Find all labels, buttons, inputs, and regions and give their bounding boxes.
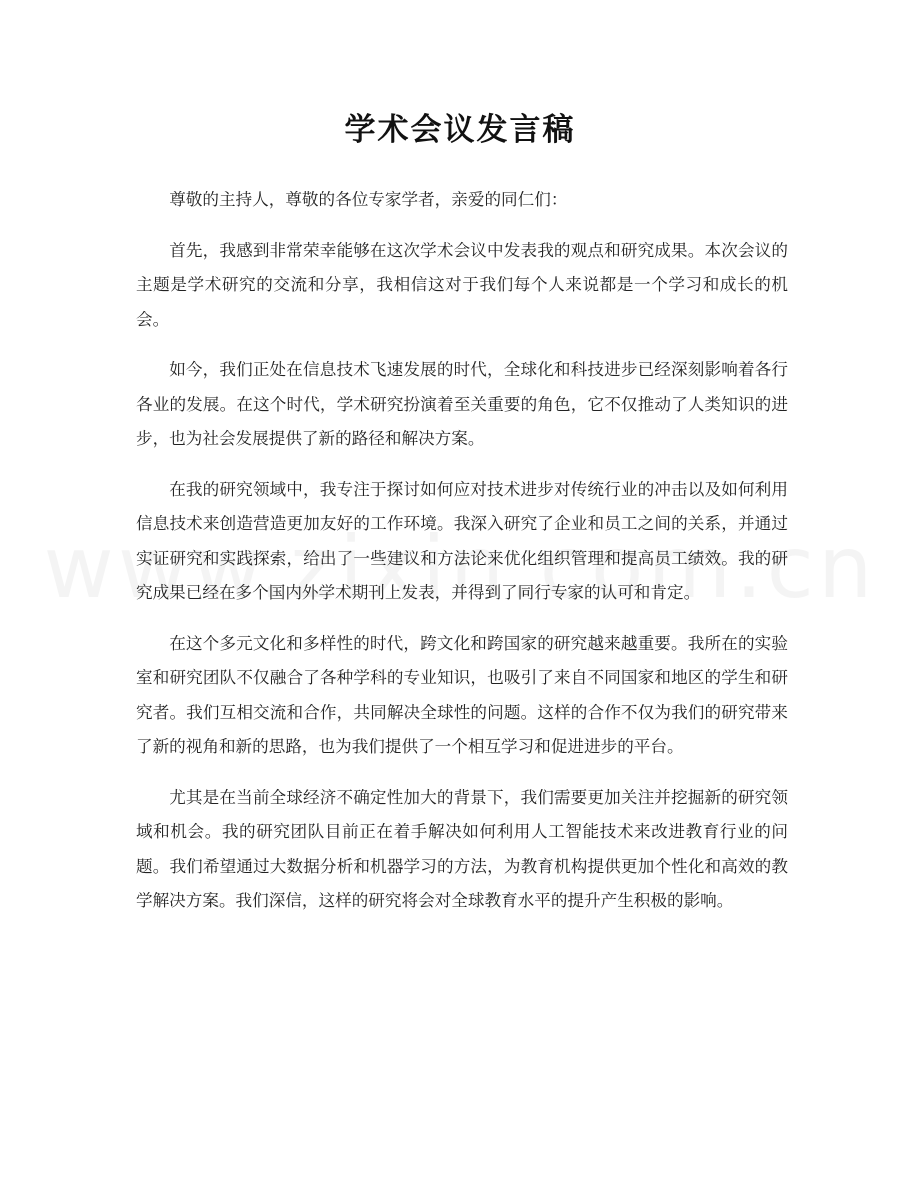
document-title: 学术会议发言稿 (344, 112, 576, 148)
paragraph-2: 如今，我们正处在信息技术飞速发展的时代，全球化和科技进步已经深刻影响着各行各业的发展。在这个时代，学术研究扮演着至关重要的角色，它不仅推动了人类知识的进步，也为社会发展提供了新的路径和解决方案。 (136, 360, 788, 448)
paragraph-salutation: 尊敬的主持人，尊敬的各位专家学者，亲爱的同仁们： (169, 190, 568, 209)
document-body (136, 183, 788, 935)
paragraph-4: 在这个多元文化和多样性的时代，跨文化和跨国家的研究越来越重要。我所在的实验室和研究团队不仅融合了各种学科的专业知识，也吸引了来自不同国家和地区的学生和研究者。我们互相交流和合作，共同解决全球性的问题。这样的合作不仅为我们的研究带来了新的视角和新的思路，也为我们提供了一个相互学习和促进进步的平台。 (136, 633, 788, 756)
paragraph-5: 尤其是在当前全球经济不确定性加大的背景下，我们需要更加关注并挖掘新的研究领域和机会。我的研究团队目前正在着手解决如何利用人工智能技术来改进教育行业的问题。我们希望通过大数据分析和机器学习的方法，为教育机构提供更加个性化和高效的教学解决方案。我们深信，这样的研究将会对全球教育水平的提升产生积极的影响。 (136, 787, 788, 910)
paragraph-1: 首先，我感到非常荣幸能够在这次学术会议中发表我的观点和研究成果。本次会议的主题是学术研究的交流和分享，我相信这对于我们每个人来说都是一个学习和成长的机会。 (136, 240, 788, 329)
paragraph-3: 在我的研究领域中，我专注于探讨如何应对技术进步对传统行业的冲击以及如何利用信息技术来创造营造更加友好的工作环境。我深入研究了企业和员工之间的关系，并通过实证研究和实践探索，给出了一些建议和方法论来优化组织管理和提高员工绩效。我的研究成果已经在多个国内外学术期刊上发表，并得到了同行专家的认可和肯定。 (136, 479, 788, 602)
